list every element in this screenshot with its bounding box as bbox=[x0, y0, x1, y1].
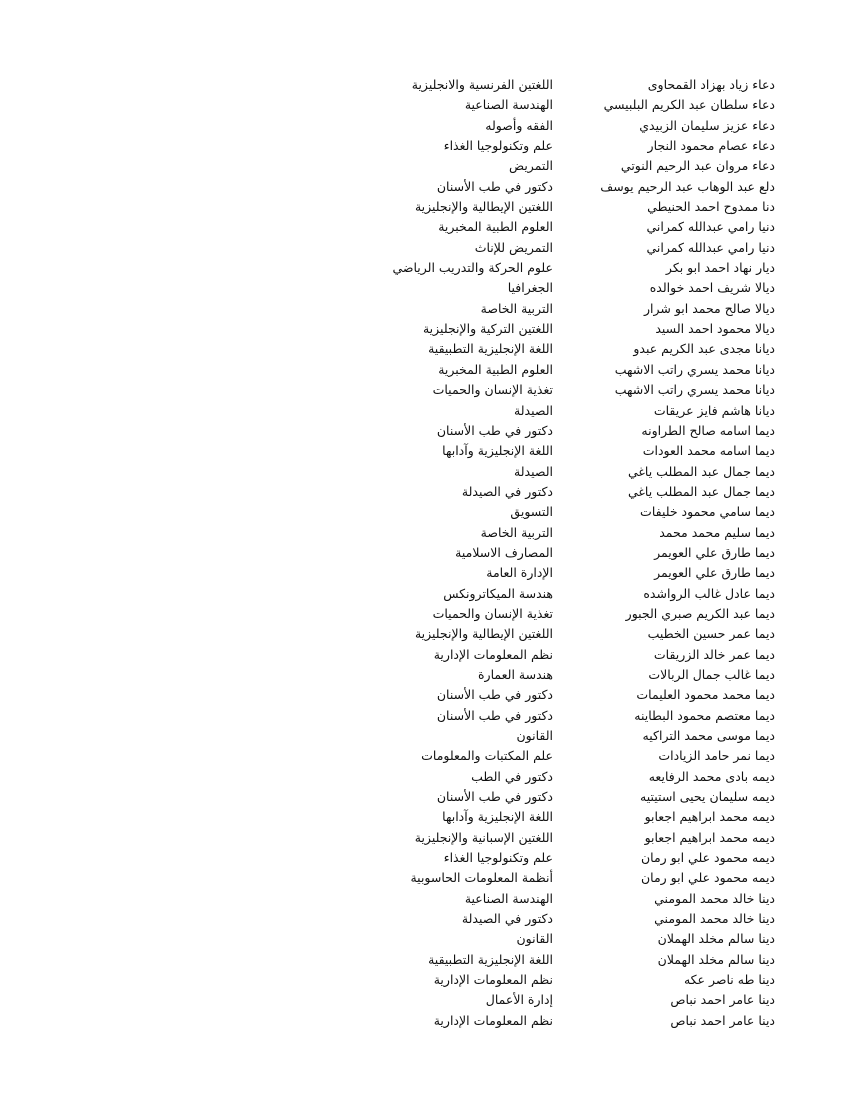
list-item bbox=[380, 665, 775, 685]
student-name: ديما عادل غالب الرواشده bbox=[643, 585, 775, 601]
list-item bbox=[380, 909, 775, 929]
student-name: دينا سالم مخلد الهملان bbox=[657, 931, 775, 947]
major-name: نظم المعلومات الإدارية bbox=[433, 646, 553, 662]
student-name: دينا عامر احمد نباص bbox=[670, 992, 775, 1008]
major-name: الجغرافيا bbox=[507, 280, 553, 296]
major-name: اللغة الإنجليزية التطبيقية bbox=[428, 341, 553, 357]
student-name: دنيا رامي عبدالله كمراني bbox=[646, 239, 775, 255]
major-name: الهندسة الصناعية bbox=[464, 97, 553, 113]
list-item bbox=[380, 116, 775, 136]
student-name: ديما اسامه محمد العودات bbox=[642, 443, 775, 459]
list-item bbox=[380, 482, 775, 502]
student-name: دينا عامر احمد نباص bbox=[670, 1012, 775, 1028]
student-name: دعاء زياد بهزاد القمحاوى bbox=[647, 77, 775, 92]
major-name: دكتور في طب الأسنان bbox=[436, 707, 553, 723]
list-item bbox=[380, 421, 775, 441]
student-name: دعاء مروان عبد الرحيم النوتي bbox=[620, 158, 775, 174]
student-name: ديالا شريف احمد خوالده bbox=[649, 280, 775, 296]
major-name: اللغتين الإيطالية والإنجليزية bbox=[414, 626, 553, 642]
list-item bbox=[380, 624, 775, 644]
major-name: علم وتكنولوجيا الغذاء bbox=[443, 138, 553, 154]
student-name: ديانا محمد يسري راتب الاشهب bbox=[614, 382, 775, 398]
major-name: الإدارة العامة bbox=[486, 565, 553, 581]
student-name: دعاء عزيز سليمان الزبيدي bbox=[639, 117, 775, 133]
student-name: ديمه محمود علي ابو رمان bbox=[640, 850, 775, 866]
major-name: العلوم الطبية المخبرية bbox=[438, 361, 553, 377]
list-item bbox=[380, 950, 775, 970]
names-list bbox=[380, 75, 775, 1031]
student-name: ديما موسى محمد التراكيه bbox=[642, 728, 775, 743]
list-item bbox=[380, 543, 775, 563]
major-name: دكتور في طب الأسنان bbox=[436, 422, 553, 438]
student-name: ديانا محمد يسري راتب الاشهب bbox=[614, 361, 775, 377]
major-name: هندسة العمارة bbox=[477, 666, 553, 682]
major-name: التمريض bbox=[509, 158, 553, 174]
list-item bbox=[380, 807, 775, 827]
student-name: ديمه محمد ابراهيم اجعابو bbox=[644, 829, 775, 845]
list-item bbox=[380, 828, 775, 848]
list-item bbox=[380, 767, 775, 787]
list-item bbox=[380, 604, 775, 624]
major-name: الصيدلة bbox=[514, 463, 553, 479]
list-item bbox=[380, 136, 775, 156]
list-item bbox=[380, 217, 775, 237]
major-name: دكتور في الطب bbox=[471, 768, 553, 784]
list-item bbox=[380, 706, 775, 726]
student-name: دينا سالم مخلد الهملان bbox=[657, 951, 775, 967]
major-name: إدارة الأعمال bbox=[485, 992, 553, 1008]
list-item bbox=[380, 787, 775, 807]
student-name: ديانا هاشم فايز عريقات bbox=[653, 402, 775, 418]
major-name: الفقه وأصوله bbox=[485, 117, 553, 133]
major-name: اللغة الإنجليزية وآدابها bbox=[442, 443, 553, 459]
student-name: دينا طه ناصر عكه bbox=[683, 972, 775, 988]
list-item bbox=[380, 645, 775, 665]
list-item bbox=[380, 299, 775, 319]
list-item bbox=[380, 563, 775, 583]
major-name: القانون bbox=[516, 931, 553, 947]
major-name: الهندسة الصناعية bbox=[464, 890, 553, 906]
list-item bbox=[380, 523, 775, 543]
student-name: ديما جمال عبد المطلب ياغي bbox=[627, 483, 775, 499]
major-name: دكتور في الصيدلة bbox=[461, 483, 553, 499]
major-name: نظم المعلومات الإدارية bbox=[433, 972, 553, 988]
major-name: اللغة الإنجليزية وآدابها bbox=[442, 809, 553, 825]
student-name: ديالا صالح محمد ابو شرار bbox=[643, 300, 775, 316]
student-name: دينا خالد محمد المومني bbox=[654, 911, 775, 927]
student-name: ديانا مجدى عبد الكريم عبدو bbox=[633, 341, 775, 357]
list-item bbox=[380, 380, 775, 400]
student-name: ديما غالب جمال الربالات bbox=[648, 666, 775, 682]
list-item bbox=[380, 746, 775, 766]
major-name: التمريض للإناث bbox=[474, 239, 553, 255]
student-name: ديما اسامه صالح الطراونه bbox=[641, 422, 775, 438]
major-name: دكتور في طب الأسنان bbox=[436, 687, 553, 703]
list-item bbox=[380, 1011, 775, 1031]
list-item bbox=[380, 584, 775, 604]
student-name: ديما عمر حسين الخطيب bbox=[647, 626, 775, 642]
list-item bbox=[380, 197, 775, 217]
student-name: دنيا رامي عبدالله كمراني bbox=[646, 219, 775, 235]
list-item bbox=[380, 319, 775, 339]
major-name: التربية الخاصة bbox=[480, 524, 553, 540]
student-name: دلع عبد الوهاب عبد الرحيم يوسف bbox=[600, 178, 775, 194]
student-name: دعاء سلطان عبد الكريم البلبيسي bbox=[603, 97, 775, 113]
list-item bbox=[380, 848, 775, 868]
list-item bbox=[380, 990, 775, 1010]
list-item bbox=[380, 95, 775, 115]
major-name: اللغة الإنجليزية التطبيقية bbox=[428, 951, 553, 967]
student-name: ديالا محمود احمد السيد bbox=[655, 321, 775, 337]
major-name: المصارف الاسلامية bbox=[455, 544, 553, 560]
major-name: دكتور في الصيدلة bbox=[461, 911, 553, 927]
major-name: نظم المعلومات الإدارية bbox=[433, 1012, 553, 1028]
student-name: ديما عبد الكريم صبري الجبور bbox=[625, 605, 775, 621]
major-name: هندسة الميكاترونكس bbox=[443, 585, 553, 601]
list-item bbox=[380, 970, 775, 990]
list-item bbox=[380, 339, 775, 359]
major-name: علم المكتبات والمعلومات bbox=[421, 748, 553, 764]
student-name: ديما معتصم محمود البطاينه bbox=[634, 707, 775, 723]
major-name: دكتور في طب الأسنان bbox=[436, 789, 553, 805]
major-name: العلوم الطبية المخبرية bbox=[438, 219, 553, 235]
major-name: اللغتين الإيطالية والإنجليزية bbox=[414, 199, 553, 215]
list-item bbox=[380, 238, 775, 258]
major-name: القانون bbox=[516, 728, 553, 743]
major-name: التربية الخاصة bbox=[480, 300, 553, 316]
list-item bbox=[380, 401, 775, 421]
major-name: أنظمة المعلومات الحاسوبية bbox=[410, 870, 553, 886]
list-item bbox=[380, 75, 775, 95]
student-name: ديما عمر خالد الزريقات bbox=[653, 646, 775, 662]
student-name: ديما طارق علي العويمر bbox=[654, 565, 775, 581]
list-item bbox=[380, 177, 775, 197]
student-name: ديمه محمد ابراهيم اجعابو bbox=[644, 809, 775, 825]
student-name: ديما نمر حامد الزيادات bbox=[658, 748, 775, 764]
list-item bbox=[380, 441, 775, 461]
student-name: ديار نهاد احمد ابو بكر bbox=[665, 260, 775, 276]
list-item bbox=[380, 462, 775, 482]
list-item bbox=[380, 258, 775, 278]
major-name: الصيدلة bbox=[514, 402, 553, 418]
list-item bbox=[380, 889, 775, 909]
student-name: ديما طارق علي العويمر bbox=[654, 544, 775, 560]
list-item bbox=[380, 502, 775, 522]
major-name: اللغتين الفرنسية والانجليزية bbox=[411, 77, 553, 92]
major-name: دكتور في طب الأسنان bbox=[436, 178, 553, 194]
list-item bbox=[380, 929, 775, 949]
student-name: ديما محمد محمود العليمات bbox=[636, 687, 775, 703]
major-name: اللغتين التركية والإنجليزية bbox=[422, 321, 553, 337]
list-item bbox=[380, 868, 775, 888]
student-name: ديمه بادى محمد الرفايعه bbox=[648, 768, 775, 784]
major-name: تغذية الإنسان والحميات bbox=[432, 605, 553, 621]
student-name: ديما سامي محمود خليفات bbox=[640, 504, 775, 520]
list-item bbox=[380, 685, 775, 705]
major-name: تغذية الإنسان والحميات bbox=[432, 382, 553, 398]
student-name: دعاء عصام محمود النجار bbox=[647, 138, 775, 154]
list-item bbox=[380, 726, 775, 746]
list-item bbox=[380, 278, 775, 298]
list-item bbox=[380, 156, 775, 176]
student-name: ديما جمال عبد المطلب ياغي bbox=[627, 463, 775, 479]
student-name: دنا ممدوح احمد الحنيطي bbox=[647, 199, 775, 215]
student-name: ديما سليم محمد محمد bbox=[659, 524, 775, 540]
list-item bbox=[380, 360, 775, 380]
major-name: التسويق bbox=[510, 504, 553, 520]
major-name: علم وتكنولوجيا الغذاء bbox=[443, 850, 553, 866]
major-name: اللغتين الإسبانية والإنجليزية bbox=[414, 829, 553, 845]
student-name: ديمه سليمان يحيى استيتيه bbox=[640, 789, 775, 805]
student-name: دينا خالد محمد المومني bbox=[654, 890, 775, 906]
major-name: علوم الحركة والتدريب الرياضي bbox=[392, 260, 553, 276]
student-name: ديمه محمود علي ابو رمان bbox=[640, 870, 775, 886]
